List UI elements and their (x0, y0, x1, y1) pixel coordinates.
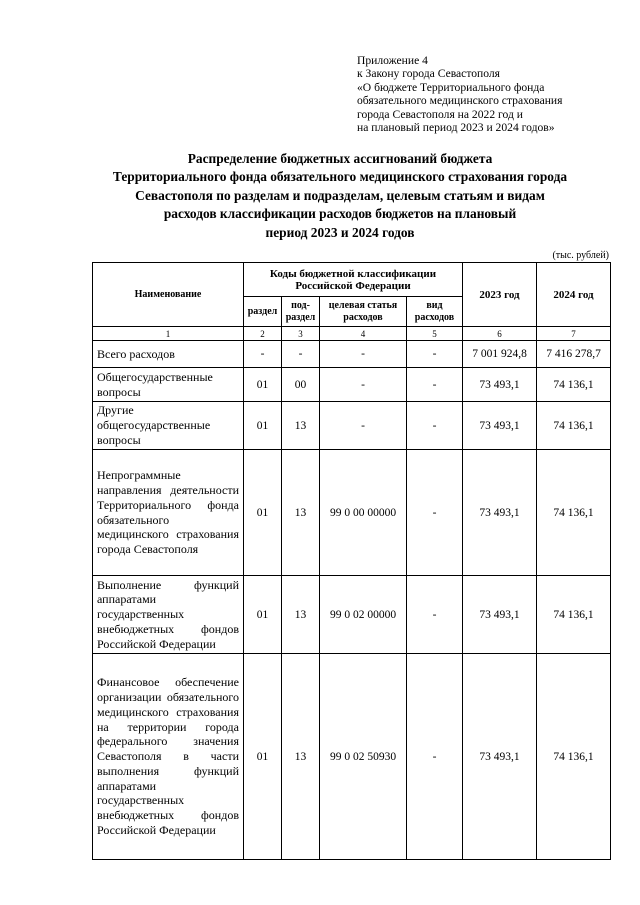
row-2024: 74 136,1 (537, 402, 611, 450)
row-name: Другие общегосударственные вопросы (93, 402, 244, 450)
row-name: Выполнение функций аппаратами государственных внебюджетных фондов Российской Федерации (93, 576, 244, 654)
row-section: 01 (244, 654, 282, 860)
appendix-line: «О бюджете Территориального фонда (357, 80, 545, 94)
header-target: целевая статья расходов (320, 297, 407, 327)
row-subsection: 13 (282, 450, 320, 576)
row-section: 01 (244, 576, 282, 654)
row-name: Непрограммные направления деятельности Территориального фонда обязательного медицинского страхования города Севастополя (93, 450, 244, 576)
row-name: Финансовое обеспечение организации обязательного медицинского страхования на территории города федерального значения Севастополя в части выполнения функций аппаратами государственных внебюджетных фондов Российской Федерации (93, 654, 244, 860)
col-number: 5 (407, 327, 463, 341)
table-row (93, 576, 611, 654)
title-line: расходов классификации расходов бюджетов на плановый (163, 206, 517, 222)
table-row (93, 450, 611, 576)
appendix-line: на плановый период 2023 и 2024 годов» (357, 121, 555, 135)
header-type: вид расходов (407, 297, 463, 327)
title-line: Территориального фонда обязательного медицинского страхования города (112, 169, 568, 185)
table-row (93, 654, 611, 860)
row-target: 99 0 00 00000 (320, 450, 407, 576)
row-2023: 7 001 924,8 (463, 341, 537, 368)
table-row (93, 341, 611, 368)
row-type: - (407, 341, 463, 368)
row-section: 01 (244, 368, 282, 402)
row-type: - (407, 402, 463, 450)
col-number: 1 (93, 327, 244, 341)
header-codes: Коды бюджетной классификации Российской Федерации (244, 263, 463, 297)
appendix-line: обязательного медицинского страхования (357, 94, 563, 108)
title-line: Севастополя по разделам и подразделам, целевым статьям и видам (135, 187, 545, 203)
appendix-line: Приложение 4 (357, 54, 428, 67)
row-2023: 73 493,1 (463, 368, 537, 402)
header-2024: 2024 год (537, 263, 611, 327)
row-type: - (407, 654, 463, 860)
header-2023: 2023 год (463, 263, 537, 327)
row-type: - (407, 450, 463, 576)
row-2024: 7 416 278,7 (537, 341, 611, 368)
row-2024: 74 136,1 (537, 654, 611, 860)
row-subsection: 13 (282, 654, 320, 860)
budget-table (92, 262, 611, 860)
table-row (93, 402, 611, 450)
units-label: (тыс. рублей) (552, 250, 609, 261)
row-name: Всего расходов (93, 341, 244, 368)
row-2024: 74 136,1 (537, 368, 611, 402)
appendix-note (357, 54, 627, 134)
title-line: период 2023 и 2024 годов (265, 224, 415, 240)
row-type: - (407, 576, 463, 654)
header-section: раздел (244, 297, 282, 327)
row-2024: 74 136,1 (537, 450, 611, 576)
col-number: 4 (320, 327, 407, 341)
row-type: - (407, 368, 463, 402)
row-section: - (244, 341, 282, 368)
row-target: 99 0 02 00000 (320, 576, 407, 654)
document-title (60, 150, 620, 242)
row-name: Общегосударственные вопросы (93, 368, 244, 402)
row-subsection: 00 (282, 368, 320, 402)
row-target: 99 0 02 50930 (320, 654, 407, 860)
header-row (93, 263, 611, 297)
appendix-line: города Севастополя на 2022 год и (357, 107, 523, 121)
row-2024: 74 136,1 (537, 576, 611, 654)
row-2023: 73 493,1 (463, 450, 537, 576)
row-subsection: 13 (282, 402, 320, 450)
row-subsection: - (282, 341, 320, 368)
header-subsection: под-раздел (282, 297, 320, 327)
row-2023: 73 493,1 (463, 402, 537, 450)
column-number-row (93, 327, 611, 341)
col-number: 7 (537, 327, 611, 341)
col-number: 3 (282, 327, 320, 341)
title-line: Распределение бюджетных ассигнований бюджета (187, 151, 493, 166)
row-2023: 73 493,1 (463, 654, 537, 860)
appendix-line: к Закону города Севастополя (357, 67, 501, 81)
row-section: 01 (244, 402, 282, 450)
col-number: 2 (244, 327, 282, 341)
row-subsection: 13 (282, 576, 320, 654)
table-row (93, 368, 611, 402)
col-number: 6 (463, 327, 537, 341)
header-name: Наименование (93, 263, 244, 327)
row-target: - (320, 368, 407, 402)
row-section: 01 (244, 450, 282, 576)
row-target: - (320, 341, 407, 368)
row-target: - (320, 402, 407, 450)
row-2023: 73 493,1 (463, 576, 537, 654)
